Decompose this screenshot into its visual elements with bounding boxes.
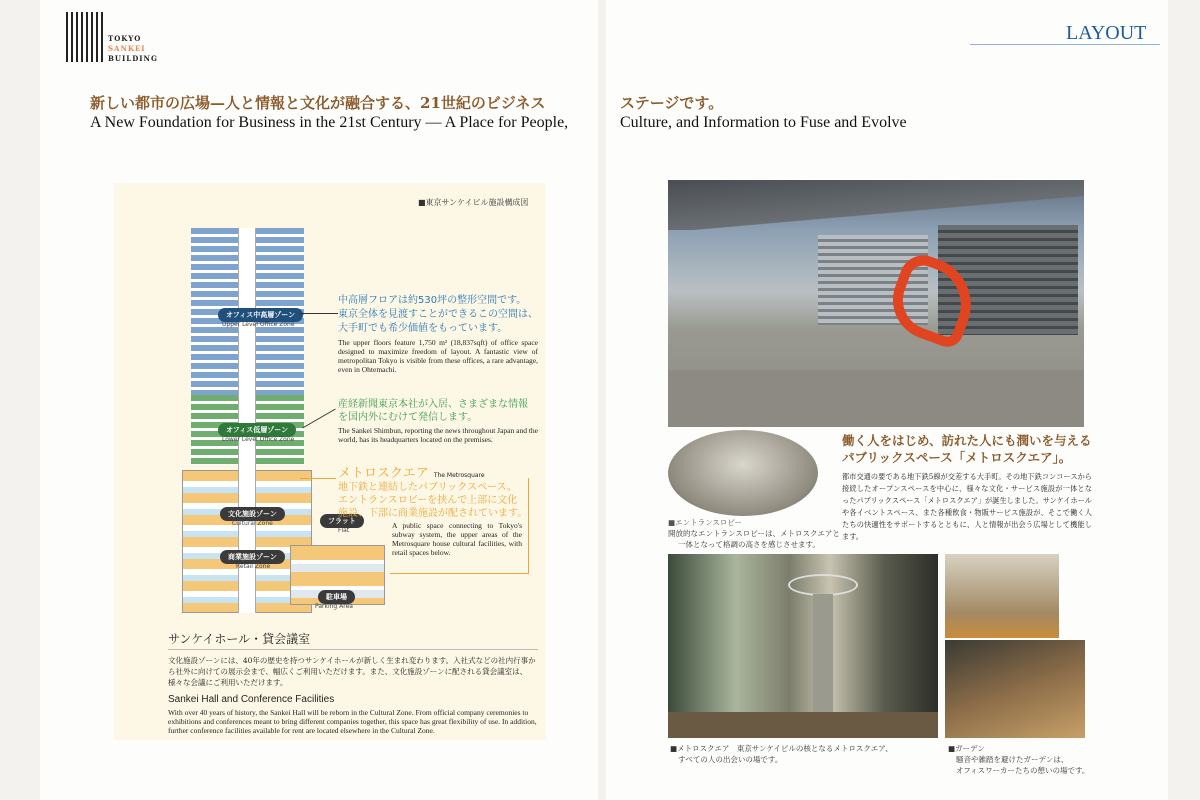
logo-mark xyxy=(66,12,106,62)
lower-zone-description xyxy=(338,398,538,444)
text: 大手町でも希少価値をもっています。 xyxy=(338,323,508,334)
metrosquare-interior-photo xyxy=(668,554,938,738)
headline-jp-cont: ステージです。 xyxy=(620,94,724,112)
logo-text: TOKYO xyxy=(108,34,142,43)
text: 東京全体を見渡すことができるこの空間は、 xyxy=(338,309,538,320)
metrosquare-caption xyxy=(670,743,893,765)
caption-text: 騒音や雑踏を避けたガーデンは、 xyxy=(956,755,1069,764)
entrance-lobby-photo xyxy=(668,430,818,516)
feature-heading: パブリックスペース「メトロスクエア」。 xyxy=(842,450,1072,465)
caption-text: オフィスワーカーたちの憩いの場です。 xyxy=(956,766,1090,775)
metro-title-en: The Metrosquare xyxy=(433,472,485,479)
zone-label: 商業施設ゾーン xyxy=(220,550,285,564)
logo-text: BUILDING xyxy=(108,54,158,63)
caption-text: 開放的なエントランスロビーは、メトロスクエアと xyxy=(668,529,840,538)
diagram-title: ■東京サンケイビル施設構成図 xyxy=(418,198,529,207)
garden-photo-top xyxy=(945,554,1059,638)
caption-title: ■ガーデン xyxy=(948,744,985,753)
zone-label-en: Flat xyxy=(338,527,350,534)
leader-line xyxy=(300,478,336,479)
metrosquare-plaza-photo xyxy=(668,180,1084,427)
zone-label: フラット xyxy=(320,514,364,528)
headline-jp: 新しい都市の広場—人と情報と文化が融合する、21世紀のビジネス xyxy=(90,94,546,112)
lobby-caption xyxy=(668,517,840,550)
text: 中高層フロアは約530坪の整形空間です。 xyxy=(338,295,527,306)
zone-label: オフィス低層ゾーン xyxy=(218,423,296,437)
leader-line xyxy=(390,573,529,574)
text: を国内外にむけて発信します。 xyxy=(338,412,478,423)
text: 産経新聞東京本社が入居、さまざまな情報 xyxy=(338,399,528,410)
garden-caption xyxy=(948,743,1089,776)
zone-label-en: Retail Zone xyxy=(236,563,271,570)
section-heading-en: Sankei Hall and Conference Facilities xyxy=(168,694,335,705)
text: The Sankei Shimbun, reporting the news throughout Japan and the world, has its headquarters located on the premises. xyxy=(338,426,538,444)
caption-text: すべての人の出会いの場です。 xyxy=(678,755,783,764)
zone-label: 文化施設ゾーン xyxy=(220,507,285,521)
text: 施設、下部に商業施設が配されています。 xyxy=(338,508,528,519)
divider xyxy=(970,44,1160,45)
caption-text: 一体となって格調の高さを感じさせます。 xyxy=(678,540,820,549)
text: The upper floors feature 1,750 m² (18,837sqft) of office space designed to maximize freedom of layout. A fantastic view of metropolitan Tokyo is visible from these offices, a rare advantage, even in Ohtemachi. xyxy=(338,338,538,374)
zone-label: 駐車場 xyxy=(318,590,355,604)
leader-line xyxy=(300,313,338,314)
text: 地下鉄と連結したパブリックスペース。 xyxy=(338,482,517,493)
headline-en-cont: Culture, and Information to Fuse and Evolve xyxy=(620,114,907,131)
sankei-hall-section xyxy=(168,630,538,735)
section-heading: サンケイホール・貸会議室 xyxy=(168,630,538,650)
body-text-en: With over 40 years of history, the Sankei Hall will be reborn in the Cultural Zone. From official company ceremonies to exhibitions and conferences meant to bring different companies together, this space has great flexibility of use. In addition, further conference facilities available for rent are located elsewhere in the Cultural Zone. xyxy=(168,708,537,735)
section-label: LAYOUT xyxy=(1066,22,1147,44)
caption-title: ■メトロスクエア 東京サンケイビルの核となるメトロスクエア、 xyxy=(670,744,893,753)
caption-title: ■エントランスロビー xyxy=(668,518,743,527)
zone-label-en: Upper Level Office Zone xyxy=(222,321,295,328)
metro-en-text: A public space connecting to Tokyo's subway system, the upper areas of the Metrosquare house cultural facilities, with retail spaces below. xyxy=(392,521,522,557)
zone-label-en: Lower Level Office Zone xyxy=(222,436,295,443)
feature-body: 都市交通の要である地下鉄5線が交差する大手町。その地下鉄コンコースから接続したオープンスペースを中心に、様々な文化・サービス施設が一体となったパブリックスペース「メトロスクエア」が誕生しました。サンケイホールや各イベントスペース、また各種飲食・物販サービス施設が、そこで働く人たちの快適性をサポートするとともに、人と情報が出会う広場として機能します。 xyxy=(842,472,1092,541)
zone-label: オフィス中高層ゾーン xyxy=(218,308,303,322)
feature-heading: 働く人をはじめ、訪れた人にも潤いを与える xyxy=(842,433,1092,448)
zone-label-en: Parking Area xyxy=(315,603,353,610)
body-text: 文化施設ゾーンには、40年の歴史を持つサンケイホールが新しく生まれ変わります。入社式などの社内行事から社外に向けての展示会まで、幅広くご利用いただけます。また、文化施設ゾーンに配される貸会議室は、様々な会議にご利用いただけます。 xyxy=(168,656,536,687)
metrosquare-feature xyxy=(842,432,1092,543)
text: エントランスロビーを挟んで上部に文化 xyxy=(338,495,518,506)
garden-photo-bottom xyxy=(945,640,1085,738)
metro-title: メトロスクエア xyxy=(338,466,429,481)
metrosquare-description xyxy=(338,462,538,520)
logo-text: SANKEI xyxy=(108,44,146,53)
headline-en: A New Foundation for Business in the 21st Century — A Place for People, xyxy=(90,114,569,131)
zone-label-en: Cultural Zone xyxy=(232,520,273,527)
upper-zone-description xyxy=(338,294,538,374)
